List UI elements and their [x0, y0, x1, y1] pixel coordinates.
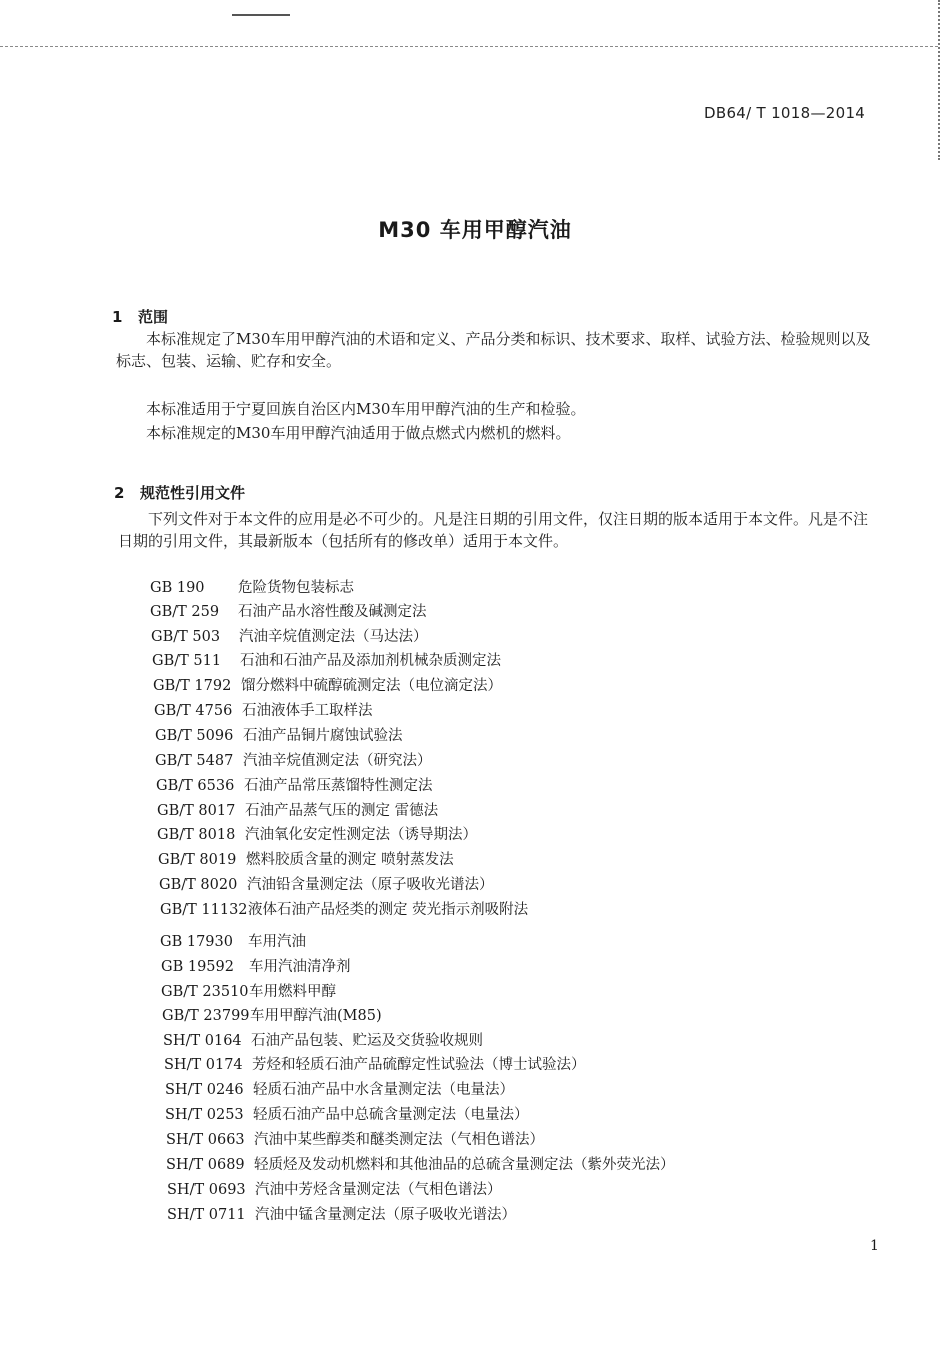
reference-item: [150, 578, 354, 598]
reference-code: GB/T 259: [150, 604, 220, 620]
reference-item: [159, 875, 494, 895]
reference-item: [153, 676, 502, 696]
reference-code: GB 19592: [161, 959, 234, 975]
reference-item: [160, 900, 528, 920]
scope-paragraph-1: 本标准规定了M30车用甲醇汽油的术语和定义、产品分类和标识、技术要求、取样、试验方法、检验规则以及标志、包装、运输、贮存和安全。: [116, 330, 871, 370]
page-number: 1: [870, 1238, 879, 1254]
reference-code: GB/T 5487: [155, 753, 234, 769]
reference-item: [163, 1031, 483, 1051]
section-heading-normative-references: [114, 482, 245, 503]
reference-title: 石油产品铜片腐蚀试验法: [243, 728, 403, 744]
reference-item: [157, 825, 477, 845]
reference-title: 石油产品水溶性酸及碱测定法: [238, 604, 427, 620]
reference-code: GB/T 8018: [157, 827, 236, 843]
reference-code: GB/T 8017: [157, 803, 236, 819]
references-intro-paragraph: 下列文件对于本文件的应用是必不可少的。凡是注日期的引用文件，仅注日期的版本适用于本文件。凡是不注日期的引用文件，其最新版本（包括所有的修改单）适用于本文件。: [118, 510, 869, 550]
document-title: M30 车用甲醇汽油: [378, 218, 572, 242]
reference-title: 汽油中芳烃含量测定法（气相色谱法）: [255, 1182, 502, 1198]
section-number: 2: [114, 484, 125, 502]
reference-item: [154, 701, 373, 721]
section-number: 1: [112, 308, 123, 326]
reference-code: GB/T 5096: [155, 728, 234, 744]
reference-title: 燃料胶质含量的测定 喷射蒸发法: [246, 852, 454, 868]
section-title: 范围: [138, 308, 169, 326]
reference-item: [161, 982, 336, 1002]
reference-title: 石油产品包装、贮运及交货验收规则: [251, 1033, 483, 1049]
reference-code: SH/T 0253: [165, 1107, 244, 1123]
reference-title: 汽油辛烷值测定法（马达法）: [239, 629, 428, 645]
reference-code: GB 190: [150, 580, 205, 596]
reference-code: GB/T 4756: [154, 703, 233, 719]
reference-item: [161, 957, 351, 977]
reference-title: 石油产品常压蒸馏特性测定法: [244, 778, 433, 794]
scope-paragraph-2: 本标准适用于宁夏回族自治区内M30车用甲醇汽油的生产和检验。: [146, 400, 586, 418]
reference-item: [166, 1155, 675, 1175]
reference-title: 轻质石油产品中水含量测定法（电量法）: [253, 1082, 514, 1098]
reference-item: [157, 801, 438, 821]
reference-code: GB/T 8019: [158, 852, 237, 868]
reference-item: [156, 776, 433, 796]
reference-item: [162, 1006, 382, 1026]
reference-title: 车用汽油清净剂: [249, 959, 351, 975]
reference-item: [167, 1180, 502, 1200]
reference-title: 轻质烃及发动机燃料和其他油品的总硫含量测定法（紫外荧光法）: [254, 1157, 675, 1173]
reference-code: GB/T 511: [152, 653, 222, 669]
reference-title: 芳烃和轻质石油产品硫醇定性试验法（博士试验法）: [252, 1057, 586, 1073]
reference-item: [151, 627, 428, 647]
reference-item: [152, 651, 501, 671]
reference-code: SH/T 0689: [166, 1157, 245, 1173]
reference-item: [155, 751, 432, 771]
reference-title: 汽油中某些醇类和醚类测定法（气相色谱法）: [254, 1132, 544, 1148]
reference-code: GB/T 8020: [159, 877, 238, 893]
reference-code: SH/T 0164: [163, 1033, 242, 1049]
reference-code: SH/T 0693: [167, 1182, 246, 1198]
reference-title: 车用汽油: [248, 934, 306, 950]
reference-item: [164, 1055, 586, 1075]
reference-title: 汽油氧化安定性测定法（诱导期法）: [245, 827, 477, 843]
reference-title: 轻质石油产品中总硫含量测定法（电量法）: [253, 1107, 529, 1123]
reference-title: 车用甲醇汽油(M85): [250, 1008, 382, 1024]
reference-code: SH/T 0711: [167, 1207, 246, 1223]
reference-title: 汽油中锰含量测定法（原子吸收光谱法）: [255, 1207, 516, 1223]
reference-code: SH/T 0246: [165, 1082, 244, 1098]
standard-code: DB64/ T 1018—2014: [704, 104, 866, 122]
reference-item: [150, 602, 427, 622]
reference-item: [158, 850, 454, 870]
reference-code: GB/T 23510: [161, 984, 249, 1000]
reference-item: [165, 1080, 514, 1100]
reference-code: GB/T 23799: [162, 1008, 250, 1024]
scan-artifact-edge: [938, 0, 940, 160]
reference-title: 馏分燃料中硫醇硫测定法（电位滴定法）: [241, 678, 502, 694]
reference-item: [155, 726, 403, 746]
scan-artifact-mark: [232, 14, 290, 16]
reference-title: 车用燃料甲醇: [249, 984, 336, 1000]
reference-title: 石油液体手工取样法: [242, 703, 373, 719]
reference-code: GB/T 503: [151, 629, 221, 645]
reference-item: [166, 1130, 544, 1150]
section-title: 规范性引用文件: [140, 484, 246, 502]
reference-title: 石油产品蒸气压的测定 雷德法: [245, 803, 439, 819]
reference-title: 汽油辛烷值测定法（研究法）: [243, 753, 432, 769]
reference-code: GB/T 1792: [153, 678, 232, 694]
reference-item: [167, 1205, 516, 1225]
reference-code: SH/T 0174: [164, 1057, 243, 1073]
reference-code: SH/T 0663: [166, 1132, 245, 1148]
reference-code: GB/T 6536: [156, 778, 235, 794]
reference-item: [165, 1105, 529, 1125]
reference-title: 汽油铅含量测定法（原子吸收光谱法）: [247, 877, 494, 893]
scope-paragraph-3: 本标准规定的M30车用甲醇汽油适用于做点燃式内燃机的燃料。: [146, 424, 571, 442]
reference-code: GB 17930: [160, 934, 233, 950]
section-heading-scope: [112, 306, 168, 327]
reference-code: GB/T 11132: [160, 902, 248, 918]
scan-artifact-line: [0, 46, 938, 47]
reference-title: 石油和石油产品及添加剂机械杂质测定法: [240, 653, 501, 669]
reference-title: 液体石油产品烃类的测定 荧光指示剂吸附法: [248, 902, 529, 918]
reference-item: [160, 932, 306, 952]
reference-title: 危险货物包装标志: [238, 580, 354, 596]
